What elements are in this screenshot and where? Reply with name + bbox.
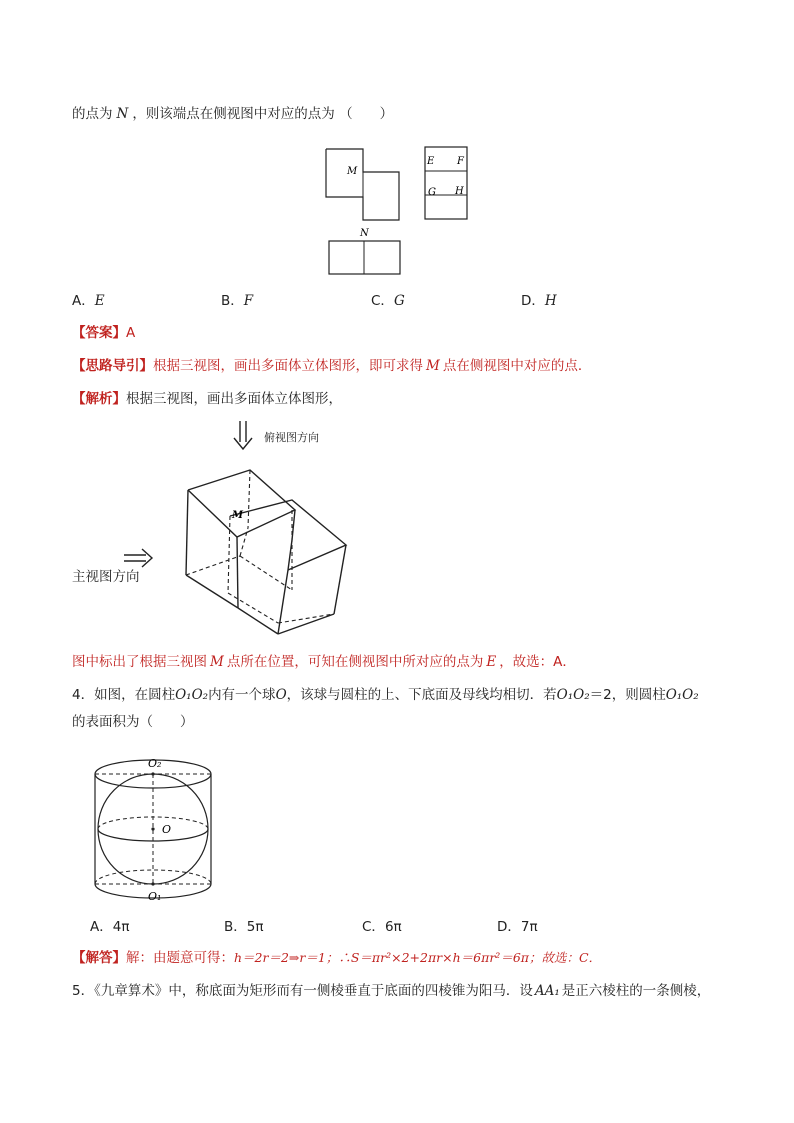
- label-F: F: [457, 156, 464, 167]
- label-E: E: [427, 156, 435, 167]
- q3-stem-var: N: [116, 106, 129, 122]
- option-key: C．: [371, 293, 394, 309]
- solution-text: 解：由题意可得：: [126, 950, 234, 966]
- option-value: 6π: [384, 919, 402, 935]
- q4-var-o1o2: O₁O₂: [665, 687, 699, 703]
- answer-tag: 【答案】: [72, 325, 126, 341]
- option-key: D．: [521, 293, 545, 309]
- q4-option-c[interactable]: [362, 917, 402, 937]
- label-o1: O₁: [148, 890, 162, 903]
- q3-stem: [72, 104, 393, 124]
- q5-text-b: 是正六棱柱的一条侧棱，: [561, 983, 711, 999]
- option-value: H: [544, 293, 557, 309]
- q3-stem-text-b: ，则该端点在侧视图中对应的点为 （ ）: [132, 106, 394, 122]
- cylinder-sphere-figure: [90, 752, 220, 912]
- option-value: G: [393, 293, 405, 309]
- q4-text-c: ，该球与圆柱的上、下底面及母线均相切．若: [286, 687, 557, 703]
- q4-stem-line2: 的表面积为（ ）: [72, 714, 194, 730]
- point-o1: [151, 882, 154, 885]
- q5-text-a: 5．《九章算术》中，称底面为矩形而有一侧棱垂直于底面的四棱锥为阳马．设: [72, 983, 533, 999]
- label-o2: O₂: [148, 757, 162, 770]
- q4-option-d[interactable]: [497, 917, 538, 937]
- option-value: E: [94, 293, 105, 309]
- q3-answer: [72, 323, 135, 343]
- option-value: 7π: [520, 919, 538, 935]
- q4-solution: [72, 948, 601, 968]
- q5-stem: [72, 981, 710, 1001]
- q3-analysis: [72, 389, 342, 409]
- analysis-text: 根据三视图，画出多面体立体图形，: [126, 391, 342, 407]
- double-arrow-down-icon: [234, 421, 252, 449]
- option-key: B．: [221, 293, 244, 309]
- double-arrow-right-icon: [124, 549, 152, 567]
- q4-text-b: 内有一个球: [208, 687, 276, 703]
- top-direction-label: 俯视图方向: [264, 431, 319, 444]
- point-o: [151, 827, 154, 830]
- q3-stem-text-a: 的点为: [72, 106, 113, 122]
- option-key: A．: [72, 293, 95, 309]
- label-H: H: [455, 186, 464, 197]
- analysis-tag: 【解析】: [72, 391, 126, 407]
- concl-text-b: 点所在位置，可知在侧视图中所对应的点为: [226, 654, 484, 670]
- q4-var-o1o2: O₁O₂: [175, 687, 209, 703]
- q4-stem-line1: [72, 685, 699, 705]
- concl-text-c: ，故选：A．: [499, 654, 576, 670]
- q4-var-o: O: [275, 687, 287, 703]
- concl-var2: E: [486, 654, 497, 670]
- q5-var: AA₁: [534, 983, 560, 999]
- point-o2: [151, 772, 154, 775]
- front-direction-label: 主视图方向: [72, 569, 140, 585]
- solution-formula: h＝2r＝2⇒r＝1；∴S＝πr²×2+2πr×h＝6πr²＝6π；故选：C．: [234, 950, 602, 965]
- option-value: 4π: [112, 919, 130, 935]
- q3-option-a[interactable]: [72, 291, 105, 311]
- solid-label-M: M: [232, 510, 244, 521]
- label-o: O: [162, 823, 172, 836]
- solid-figure: [70, 418, 370, 643]
- option-value: F: [243, 293, 254, 309]
- option-key: C．: [362, 919, 385, 935]
- guide-var: M: [426, 358, 440, 374]
- option-value: 5π: [246, 919, 264, 935]
- concl-var: M: [210, 654, 224, 670]
- label-G: G: [428, 187, 436, 198]
- label-N: N: [360, 228, 369, 239]
- guide-text-b: 点在侧视图中对应的点．: [442, 358, 592, 374]
- q4-var-o1o2: O₁O₂: [556, 687, 590, 703]
- q3-option-b[interactable]: [221, 291, 253, 311]
- option-key: A．: [90, 919, 113, 935]
- three-view-figure: [300, 140, 500, 282]
- concl-text-a: 图中标出了根据三视图: [72, 654, 207, 670]
- guide-tag: 【思路导引】: [72, 358, 153, 374]
- q3-guide: [72, 356, 591, 376]
- option-key: B．: [224, 919, 247, 935]
- q4-text-a: 4．如图，在圆柱: [72, 687, 176, 703]
- guide-text-a: 根据三视图，画出多面体立体图形，即可求得: [153, 358, 423, 374]
- q3-conclusion: [72, 652, 576, 672]
- solid-hidden-edges: [186, 470, 334, 623]
- q3-option-d[interactable]: [521, 291, 557, 311]
- solid-solid-edges: [186, 470, 346, 634]
- q4-text-d: ＝2，则圆柱: [589, 687, 666, 703]
- label-M: M: [347, 166, 358, 177]
- answer-value: A: [126, 325, 136, 341]
- q4-option-a[interactable]: [90, 917, 129, 937]
- q4-option-b[interactable]: [224, 917, 263, 937]
- solution-tag: 【解答】: [72, 950, 126, 966]
- option-key: D．: [497, 919, 521, 935]
- q3-option-c[interactable]: [371, 291, 405, 311]
